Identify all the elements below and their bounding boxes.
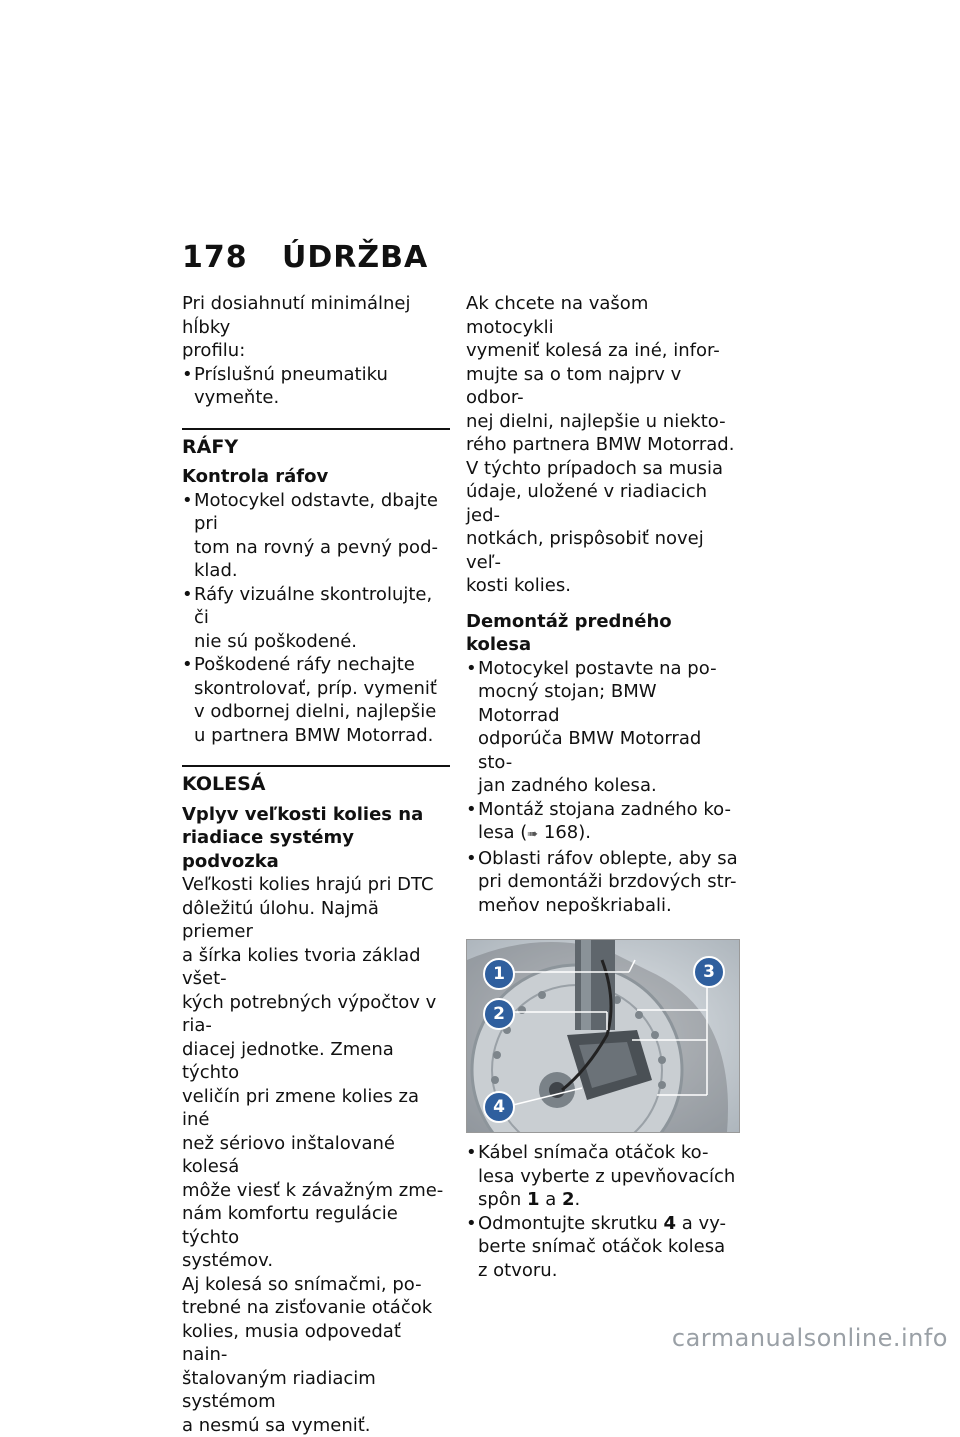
subsection-title-kontrola: Kontrola ráfov <box>182 465 450 489</box>
callout-1: 1 <box>483 958 515 990</box>
paragraph-sensors: Aj kolesá so snímačmi, po- trebné na zisťovanie otáčok kolies, musia odpovedať nain- štalovaným riadiacim systémom a nesmú sa vymeniť. <box>182 1273 450 1437</box>
subsection-title-vplyv: Vplyv veľkosti kolies na riadiace systémy podvozka <box>182 803 450 874</box>
paragraph-change-wheels: Ak chcete na vašom motocykli vymeniť kolesá za iné, infor- mujte sa o tom najprv v odbor- nej dielni, najlepšie u niekto- rého partnera BMW Motorrad. V týchto prípadoch sa musia údaje, uložené v riadiacich jed- notkách, prispôsobiť novej veľ- kosti kolies. <box>466 292 738 598</box>
page-reference-arrow-icon: ➠ <box>527 823 538 847</box>
list-item: • Motocykel postavte na po- mocný stojan; BMW Motorrad odporúča BMW Motorrad sto- jan zadného kolesa. <box>466 657 738 798</box>
callout-2: 2 <box>483 998 515 1030</box>
list-item: • Ráfy vizuálne skontrolujte, či nie sú poškodené. <box>182 583 450 654</box>
page-number: 178 <box>182 240 248 275</box>
callout-3: 3 <box>693 956 725 988</box>
paragraph-dtc: Veľkosti kolies hrajú pri DTC dôležitú úlohu. Najmä priemer a šírka kolies tvoria základ všet- kých potrebných výpočtov v ria- diacej jednotke. Zmena týchto veličín pri zmene kolies za iné než sériovo inštalované kolesá môže viesť k závažným zme- nám komfortu regulácie týchto systémov. <box>182 873 450 1273</box>
watermark: carmanualsonline.info <box>672 1324 948 1352</box>
list-item: • Kábel snímača otáčok ko- lesa vyberte z upevňovacích spôn 1 a 2. <box>466 1141 738 1212</box>
right-column <box>466 292 738 1282</box>
callout-4: 4 <box>483 1091 515 1123</box>
list-item: • Odmontujte skrutku 4 a vy- berte snímač otáčok kolesa z otvoru. <box>466 1212 738 1283</box>
section-title-kolesa: KOLESÁ <box>182 773 450 797</box>
list-item: • Príslušnú pneumatiku vymeňte. <box>182 363 450 410</box>
list-item: • Oblasti ráfov oblepte, aby sa pri demontáži brzdových str- meňov nepoškriabali. <box>466 847 738 918</box>
page-title: ÚDRŽBA <box>282 240 428 275</box>
section-divider <box>182 765 450 767</box>
intro-line: profilu: <box>182 339 450 363</box>
list-item: • Motocykel odstavte, dbajte pri tom na rovný a pevný pod- klad. <box>182 489 450 583</box>
section-divider <box>182 428 450 430</box>
intro-line: Pri dosiahnutí minimálnej hĺbky <box>182 292 450 339</box>
left-column <box>182 292 450 1437</box>
section-title-rafy: RÁFY <box>182 436 450 460</box>
wheel-sensor-illustration <box>466 939 740 1133</box>
subsection-title-demontaz: Demontáž predného kolesa <box>466 610 738 657</box>
list-item: • Poškodené ráfy nechajte skontrolovať, príp. vymeniť v odbornej dielni, najlepšie u partnera BMW Motorrad. <box>182 653 450 747</box>
list-item: • Montáž stojana zadného ko- lesa (➠ 168). <box>466 798 738 847</box>
